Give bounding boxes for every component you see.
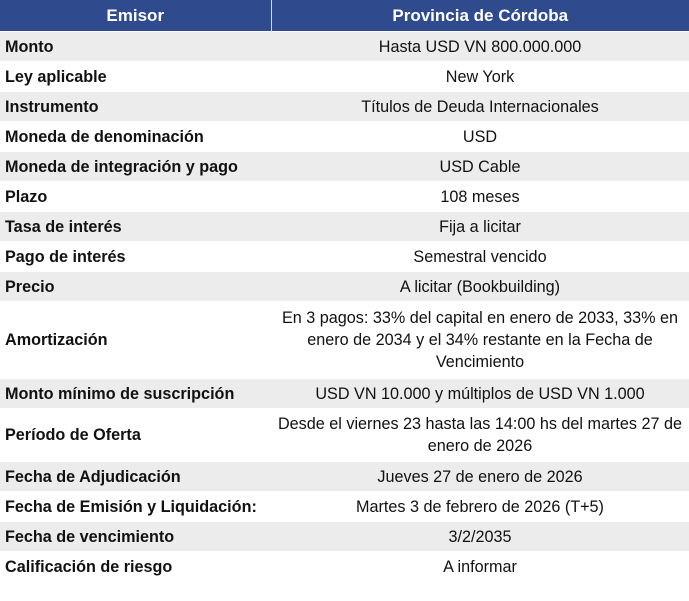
header-row	[0, 0, 689, 32]
table-row	[0, 272, 689, 302]
row-value: 3/2/2035	[271, 522, 689, 552]
row-label: Fecha de vencimiento	[0, 522, 271, 552]
row-value: En 3 pagos: 33% del capital en enero de 2033, 33% en enero de 2034 y el 34% restante en la Fecha de Vencimiento	[271, 302, 689, 379]
row-value: A licitar (Bookbuilding)	[271, 272, 689, 302]
row-label: Amortización	[0, 302, 271, 379]
table-row	[0, 92, 689, 122]
table-row	[0, 62, 689, 92]
row-label: Instrumento	[0, 92, 271, 122]
table-row	[0, 302, 689, 379]
table-body	[0, 32, 689, 582]
row-value: Desde el viernes 23 hasta las 14:00 hs del martes 27 de enero de 2026	[271, 409, 689, 462]
table-row	[0, 462, 689, 492]
row-label: Moneda de integración y pago	[0, 152, 271, 182]
table-row	[0, 522, 689, 552]
row-label: Monto	[0, 32, 271, 62]
table-row	[0, 122, 689, 152]
row-label: Pago de interés	[0, 242, 271, 272]
table-row	[0, 182, 689, 212]
row-value: Semestral vencido	[271, 242, 689, 272]
table-header	[0, 0, 689, 32]
row-label: Fecha de Emisión y Liquidación:	[0, 492, 271, 522]
row-label: Calificación de riesgo	[0, 552, 271, 582]
row-label: Período de Oferta	[0, 409, 271, 462]
row-label: Monto mínimo de suscripción	[0, 379, 271, 409]
row-value: USD Cable	[271, 152, 689, 182]
row-label: Fecha de Adjudicación	[0, 462, 271, 492]
row-value: Fija a licitar	[271, 212, 689, 242]
row-value: USD VN 10.000 y múltiplos de USD VN 1.000	[271, 379, 689, 409]
table-row	[0, 409, 689, 462]
table-row	[0, 552, 689, 582]
row-label: Moneda de denominación	[0, 122, 271, 152]
row-value: Hasta USD VN 800.000.000	[271, 32, 689, 62]
row-label: Tasa de interés	[0, 212, 271, 242]
row-label: Ley aplicable	[0, 62, 271, 92]
table-row	[0, 492, 689, 522]
row-value: 108 meses	[271, 182, 689, 212]
header-issuer-label: Emisor	[0, 0, 271, 32]
row-value: USD	[271, 122, 689, 152]
table-row	[0, 242, 689, 272]
row-label: Plazo	[0, 182, 271, 212]
table-row	[0, 212, 689, 242]
row-value: Martes 3 de febrero de 2026 (T+5)	[271, 492, 689, 522]
row-label: Precio	[0, 272, 271, 302]
table-row	[0, 152, 689, 182]
table-row	[0, 379, 689, 409]
header-issuer-value: Provincia de Córdoba	[271, 0, 689, 32]
table-row	[0, 32, 689, 62]
row-value: Títulos de Deuda Internacionales	[271, 92, 689, 122]
row-value: Jueves 27 de enero de 2026	[271, 462, 689, 492]
row-value: New York	[271, 62, 689, 92]
row-value: A informar	[271, 552, 689, 582]
